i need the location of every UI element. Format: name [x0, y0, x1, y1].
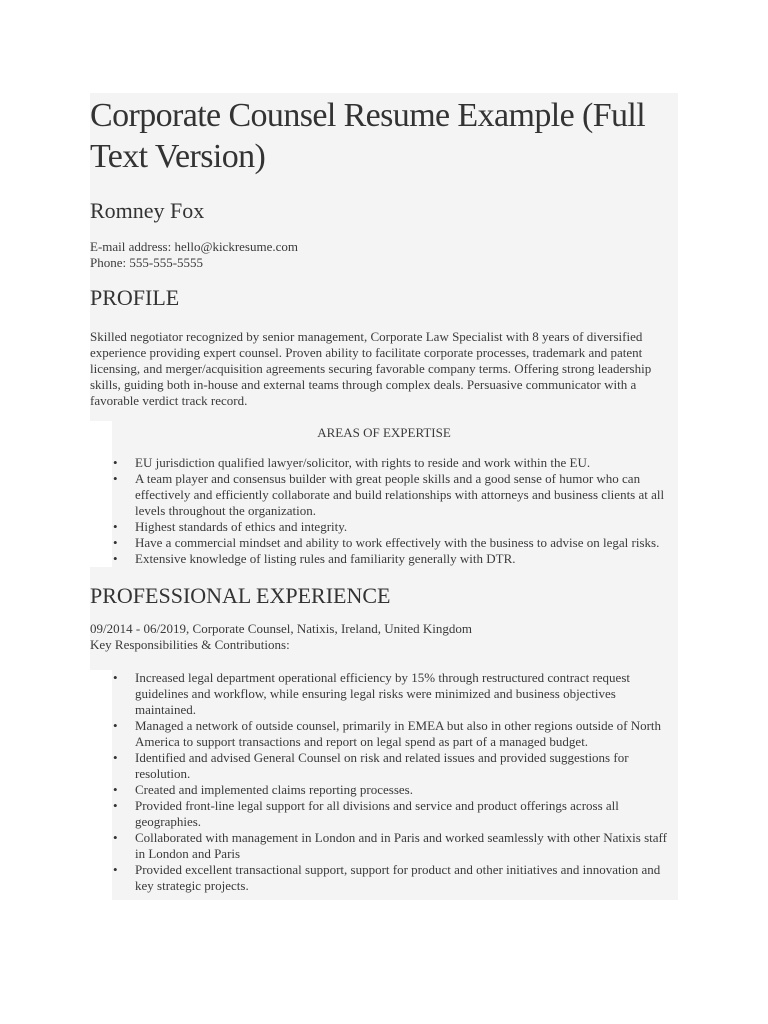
list-item: • Increased legal department operational efficiency by 15% through restructured contract request guidelines and workflow, while ensuring legal risks were minimized and business objectives maintained. [135, 670, 678, 718]
list-item: • A team player and consensus builder with great people skills and a good sense of humor who can effectively and efficiently collaborate and build relationships with attorneys and business clients at all levels throughout the organization. [135, 471, 678, 519]
expertise-list [112, 455, 678, 567]
contact-info [90, 224, 678, 271]
responsibilities-heading: Key Responsibilities & Contributions: [90, 637, 290, 652]
phone-line: Phone: 555-555-5555 [90, 255, 204, 270]
expertise-block [112, 421, 678, 567]
list-item: • EU jurisdiction qualified lawyer/solicitor, with rights to reside and work within the EU. [135, 455, 678, 471]
email-line: E-mail address: hello@kickresume.com [90, 239, 298, 254]
list-item: • Collaborated with management in London and in Paris and worked seamlessly with other Natixis staff in London and Paris [135, 830, 678, 862]
job-line: 09/2014 - 06/2019, Corporate Counsel, Natixis, Ireland, United Kingdom [90, 621, 473, 636]
list-item: • Managed a network of outside counsel, primarily in EMEA but also in other regions outside of North America to support transactions and report on legal spend as part of a managed budget. [135, 718, 678, 750]
experience-block [90, 567, 678, 670]
responsibilities-block [112, 670, 678, 900]
list-item: • Provided front-line legal support for all divisions and service and product offerings across all geographies. [135, 798, 678, 830]
header-block [90, 93, 678, 421]
job-info [90, 609, 678, 670]
document-title: Corporate Counsel Resume Example (Full Text Version) [90, 97, 646, 175]
profile-heading: PROFILE [90, 285, 180, 310]
resume-document [90, 93, 678, 900]
expertise-heading: AREAS OF EXPERTISE [317, 425, 451, 440]
responsibilities-list [112, 670, 678, 894]
experience-heading: PROFESSIONAL EXPERIENCE [90, 583, 391, 608]
candidate-name: Romney Fox [90, 198, 205, 223]
list-item: • Created and implemented claims reporting processes. [135, 782, 678, 798]
list-item: • Highest standards of ethics and integrity. [135, 519, 678, 535]
profile-text: Skilled negotiator recognized by senior management, Corporate Law Specialist with 8 years of diversified experience providing expert counsel. Proven ability to facilitate corporate processes, trademark and patent licensing, and merger/acquisition agreements securing favorable company terms. Offering strong leadership skills, guiding both in-house and external teams through complex deals. Persuasive communicator with a favorable verdict track record. [90, 329, 652, 408]
list-item: • Identified and advised General Counsel on risk and related issues and provided suggestions for resolution. [135, 750, 678, 782]
list-item: • Provided excellent transactional support, support for product and other initiatives and innovation and key strategic projects. [135, 862, 678, 894]
list-item: • Have a commercial mindset and ability to work effectively with the business to advise on legal risks. [135, 535, 678, 551]
list-item: • Extensive knowledge of listing rules and familiarity generally with DTR. [135, 551, 678, 567]
